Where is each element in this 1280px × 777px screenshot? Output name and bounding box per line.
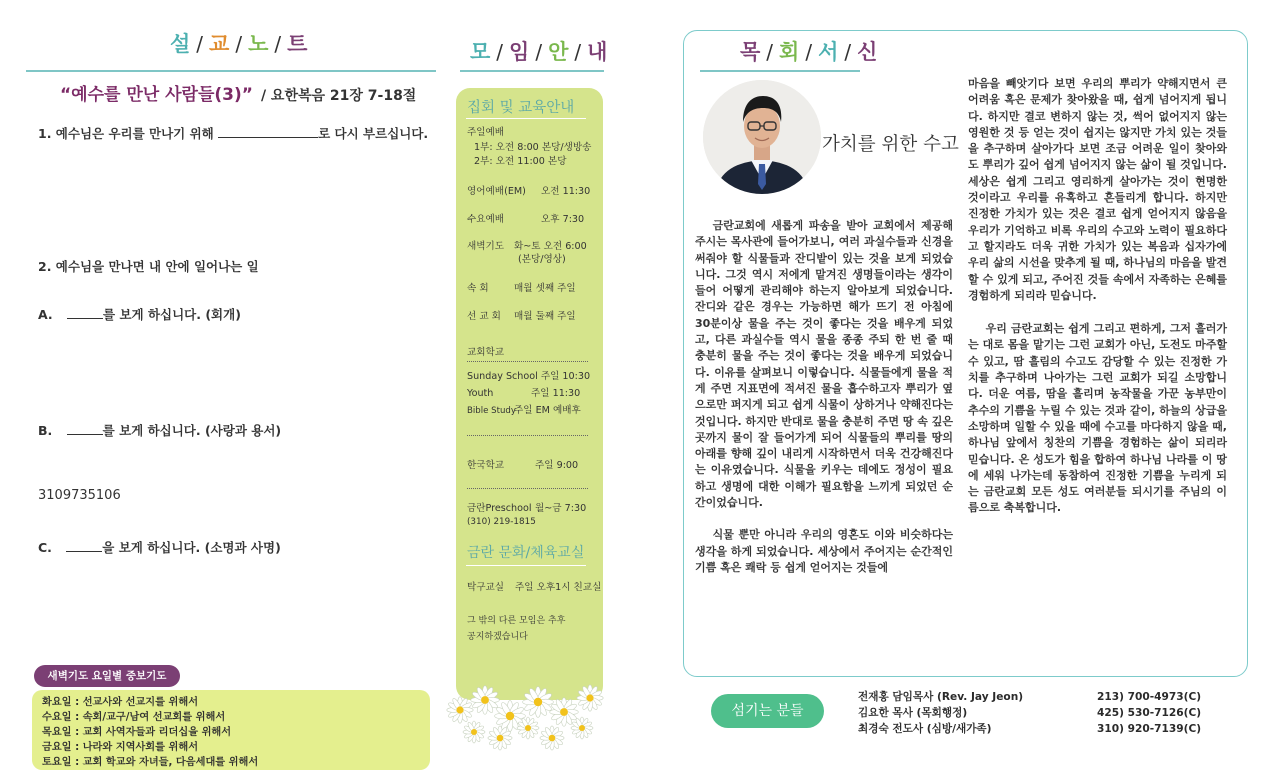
- prayer-schedule-badge: 새벽기도 요일별 중보기도: [34, 665, 180, 687]
- letter-heading: 가치를 위한 수고: [822, 134, 959, 155]
- sunday-service-label: 주일예배: [467, 127, 505, 138]
- question-b-text: 를 보게 하십니다. (사랑과 용서): [102, 423, 282, 438]
- daisy-flower: [471, 686, 500, 715]
- pingpong-label: 탁구교실: [467, 582, 505, 593]
- korean-school-time: 주일 9:00: [535, 460, 579, 471]
- letter-title-char: 서: [818, 40, 839, 64]
- prayer-item: 금요일 : 나라와 지역사회를 위해서: [42, 742, 199, 753]
- question-a-text: 를 보게 하십니다. (회개): [103, 307, 241, 322]
- letter-paragraph: 우리 금란교회는 쉽게 그리고 편하게, 그저 흘러가는 대로 몸을 맡기는 그런 교회가 아닌, 도전도 마주할 수 있고, 땀 흘림의 수고도 감당할 수 있는 진정한 가치를 추구하며 나아가는 그런 교회가 되길 소망합니다. 더운 여름, 땀을 흘리며 농작물을 가꾼 농부만이 추수의 기쁨을 누릴 수 있는 것과 같이, 하늘의 상급을 소망하며 일할 수 있을 때에 수고를 마다하지 않을 때, 하나님 앞에서 칭찬의 기쁨을 경험하는 삶이 되리라 믿습니다. 온 성도가 힘을 합하여 하나님 나라를 이 땅에 세워 나가는데 동참하여 진정한 기쁨을 누리게 되는 금란교회 모든 성도 여러분들 되시기를 주님의 이름으로 축복합니다.: [968, 322, 1227, 515]
- wednesday-service-label: 수요예배: [467, 214, 505, 225]
- letter-paragraph: 마음을 빼앗기다 보면 우리의 뿌리가 약해지면서 큰 어려움 혹은 문제가 찾아왔을 때, 쉽게 넘어지게 됩니다. 하지만 결코 변하지 않는 것, 썩어 없어지지 않는 영원한 것 등 얻는 것이 쉽지는 않지만 가치 있는 것들을 추구하며 살아가다 보면 조금 어려운 일이 찾아와도 뿌리가 깊어 쉽게 넘어지지 않는 삶이 될 것입니다. 세상은 쉽게 그리고 영리하게 살아가는 것이 현명한 것이라고 우리를 유혹하고 흔들리게 합니다. 하지만 진정한 가치가 있는 것은 결코 쉽게 얻어지지 않음을 우리가 기억하고 비록 우리의 수고와 노력이 필요하다고 할지라도 더욱 귀한 가치가 있는 복음과 십자가에 우리 삶의 시선을 맞추게 될 때, 하나님의 마음을 발견할 수 있게 되고, 주어진 것들 속에서 자족하는 은혜를 경험하게 되리라 믿습니다.: [968, 77, 1227, 302]
- divider: [466, 565, 586, 566]
- question-b: [38, 421, 281, 439]
- other-meetings-note-2: 공지하겠습니다: [467, 632, 528, 642]
- youth-time: 주일 11:30: [531, 388, 581, 399]
- letter-title-char: 목: [740, 40, 761, 64]
- preschool-phone: (310) 219-1815: [467, 517, 536, 527]
- dawn-prayer-location: (본당/영상): [518, 254, 566, 265]
- meetings-title-char: 안: [548, 40, 569, 64]
- preschool-label: 금란Preschool: [467, 503, 532, 514]
- question-1-suffix: 로 다시 부르십니다.: [318, 126, 429, 141]
- answer-blank[interactable]: [67, 306, 103, 319]
- section-heading-services: 집회 및 교육안내: [467, 100, 575, 116]
- sermon-subtitle: [60, 80, 416, 105]
- prayer-item: 목요일 : 교회 사역자들과 리더십을 위해서: [42, 727, 232, 738]
- meetings-title-char: 모: [470, 40, 491, 64]
- pingpong-schedule: 주일 오후1시 친교실: [515, 582, 602, 593]
- prayer-schedule-box: [32, 690, 430, 770]
- question-b-label: B.: [38, 423, 53, 438]
- dotted-divider: [467, 435, 588, 436]
- question-1-text: 1. 예수님은 우리를 만나기 위해: [38, 126, 214, 141]
- dotted-divider: [467, 488, 588, 489]
- staff-name: 전재홍 담임목사 (Rev. Jay Jeon): [858, 691, 1024, 703]
- letter-title-char: 회: [779, 40, 800, 64]
- scripture-reference: / 요한복음 21장 7-18절: [260, 88, 417, 104]
- sunday-service-2: 2부: 오전 11:00 본당: [474, 156, 567, 167]
- other-meetings-note-1: 그 밖의 다른 모임은 추후: [467, 616, 566, 626]
- meetings-title: 모 / 임 / 안 / 내: [470, 36, 607, 66]
- divider: [466, 118, 586, 119]
- daisy-flower: [463, 721, 485, 743]
- question-a-label: A.: [38, 307, 53, 322]
- dawn-prayer-time: 화~토 오전 6:00: [514, 241, 587, 252]
- staff-phone: 213) 700-4973(C): [1097, 691, 1202, 703]
- daisy-flower: [540, 726, 564, 750]
- staff-name: 김요한 목사 (목회행정): [858, 707, 968, 719]
- daisy-flower: [577, 685, 603, 711]
- mission-label: 선 교 회: [467, 311, 501, 322]
- letter-column-left: [695, 218, 953, 576]
- daisy-flowers-decoration: [440, 680, 620, 755]
- pastor-photo: [703, 80, 821, 194]
- korean-school-label: 한국학교: [467, 460, 505, 471]
- prayer-item: 토요일 : 교회 학교와 자녀들, 다음세대를 위해서: [42, 757, 259, 768]
- em-service-time: 오전 11:30: [541, 186, 591, 197]
- question-a: [38, 305, 241, 323]
- sunday-service-1: 1부: 오전 8:00 본당/생방송: [474, 142, 592, 153]
- bible-study-time: 주일 EM 예배후: [514, 405, 581, 416]
- question-1: [38, 124, 428, 142]
- answer-blank[interactable]: [66, 539, 102, 552]
- sermon-notes-title: 설 / 교 / 노 / 트: [170, 28, 307, 58]
- letter-title-char: 신: [857, 40, 878, 64]
- em-service-label: 영어예배(EM): [467, 186, 526, 197]
- daisy-flower: [447, 697, 473, 723]
- prayer-item: 화요일 : 선교사와 선교지를 위해서: [42, 697, 199, 708]
- section-heading-culture: 금란 문화/체육교실: [467, 545, 585, 561]
- wednesday-service-time: 오후 7:30: [541, 214, 585, 225]
- sokhoe-schedule: 매월 셋째 주일: [514, 283, 576, 294]
- staff-name: 최경숙 전도사 (심방/새가족): [858, 723, 992, 735]
- divider: [700, 70, 860, 72]
- daisy-flower: [571, 717, 593, 739]
- youth-label: Youth: [467, 388, 494, 399]
- pastor-letter-title: 목 / 회 / 서 / 신: [740, 36, 877, 66]
- question-c: [38, 538, 281, 556]
- mission-schedule: 매월 둘째 주일: [514, 311, 576, 322]
- sunday-school: Sunday School 주일 10:30: [467, 371, 591, 382]
- sermon-title-char: 트: [287, 32, 308, 56]
- staff-badge: 섬기는 분들: [711, 694, 824, 728]
- church-school-label: 교회학교: [467, 347, 505, 358]
- letter-paragraph: 식물 뿐만 아니라 우리의 영혼도 이와 비슷하다는 생각을 하게 되었습니다. 세상에서 주어지는 순간적인 기쁨 혹은 쾌락 등 쉽게 얻어지는 것들에: [695, 528, 953, 574]
- question-2: 2. 예수님을 만나면 내 안에 일어나는 일: [38, 259, 259, 274]
- question-c-label: C.: [38, 540, 52, 555]
- bible-study-label: Bible Study: [467, 406, 516, 416]
- letter-paragraph: 금란교회에 새롭게 파송을 받아 교회에서 제공해주시는 목사관에 들어가보니, 여러 과실수들과 신경을 써줘야 할 식물들과 잔디밭이 있는 것을 보게 되었습니다. 그것 역시 저에게 맡겨진 생명들이라는 생각이 들어 어떻게 관리해야 하는지 알아보게 되었습니다. 잔디와 같은 경우는 가능하면 해가 뜨기 전 아침에 30분이상 물을 주는 것이 좋다는 것을 배우게 되었고, 다른 과실수들 역시 물을 종종 주되 한 번 줄 때 충분히 물을 주는 것이 좋다는 것을 배우게 되었습니다. 이유를 살펴보니 이렇습니다. 식물들에게 물을 적게 주면 지표면에 적셔진 물을 흡수하고자 뿌리가 옆으로만 퍼지게 되고 쉽게 식물이 상하거나 약해진다는 것입니다. 하지만 반대로 물을 충분히 주면 땅 속 깊은 곳까지 물이 잘 들어가게 되어 식물들의 뿌리를 땅의 아래를 향해 깊이 내리게 시작하면서 더욱 건강해진다는 이유였습니다. 식물을 키우는 데에도 정성이 필요하고 생명에 대한 이해가 필요함을 느끼게 되었던 순간이었습니다.: [695, 219, 953, 510]
- sokhoe-label: 속 회: [467, 283, 489, 294]
- preschool-hours: 월~금 7:30: [535, 503, 587, 514]
- sermon-title-char: 설: [170, 32, 191, 56]
- daisy-flower: [523, 687, 554, 718]
- dotted-divider: [467, 361, 588, 362]
- sermon-title-char: 교: [209, 32, 230, 56]
- dawn-prayer-label: 새벽기도: [467, 241, 505, 252]
- answer-blank[interactable]: [67, 422, 103, 435]
- sermon-series-title: “예수를 만난 사람들(3)”: [60, 85, 253, 105]
- staff-phone: 425) 530-7126(C): [1097, 707, 1202, 719]
- meetings-title-char: 임: [509, 40, 530, 64]
- answer-blank[interactable]: [218, 125, 318, 138]
- sermon-title-char: 노: [248, 32, 269, 56]
- staff-phone: 310) 920-7139(C): [1097, 723, 1202, 735]
- prayer-item: 수요일 : 속회/교구/남여 선교회를 위해서: [42, 712, 226, 723]
- number-line: 3109735106: [38, 488, 121, 503]
- question-c-text: 을 보게 하십니다. (소명과 사명): [102, 540, 281, 555]
- divider: [460, 70, 604, 72]
- meetings-title-char: 내: [587, 40, 608, 64]
- letter-column-right: [968, 76, 1227, 517]
- divider: [26, 70, 436, 72]
